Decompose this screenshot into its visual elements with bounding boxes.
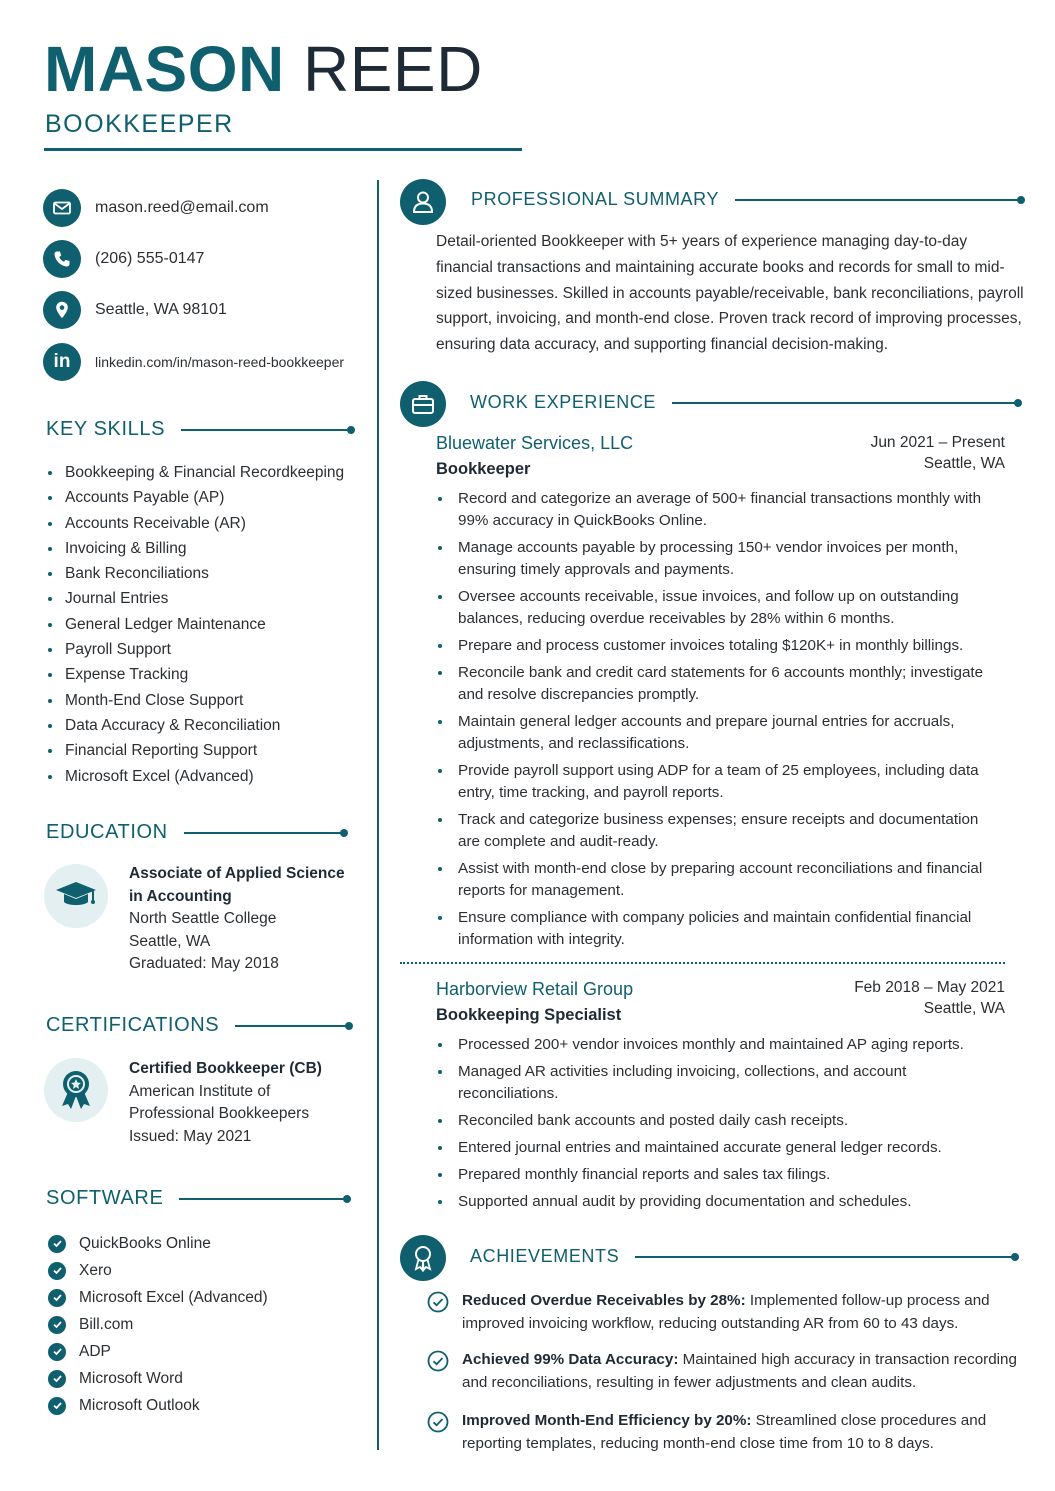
checkmark-icon [48, 1316, 66, 1334]
last-name: REED [303, 33, 483, 105]
check-circle-icon [427, 1350, 449, 1372]
job-dates: Feb 2018 – May 2021 [854, 979, 1005, 996]
list-item: Invoicing & Billing [47, 536, 344, 561]
education-rule [184, 832, 344, 834]
issuer-line-2: Professional Bookkeepers [129, 1105, 310, 1122]
software-name: ADP [79, 1342, 111, 1360]
achievement-item [427, 1409, 1022, 1455]
phone-text: (206) 555-0147 [95, 250, 205, 267]
key-skills-rule [181, 429, 351, 431]
issued-date: Issued: May 2021 [129, 1127, 252, 1145]
list-item: Assist with month-end close by preparing account reconciliations and financial reports for management. [437, 858, 997, 902]
graduation-date: Graduated: May 2018 [129, 955, 279, 972]
experience-heading [470, 392, 1018, 413]
column-divider [377, 180, 379, 1450]
certifications-rule [235, 1025, 349, 1027]
list-item: Record and categorize an average of 500+ financial transactions monthly with 99% accuracy in QuickBooks Online. [437, 488, 997, 532]
certification-name: Certified Bookkeeper (CB) [129, 1060, 322, 1077]
list-item [48, 1230, 268, 1257]
award-ribbon-icon [44, 1058, 108, 1122]
location-text: Seattle, WA 98101 [95, 301, 227, 318]
checkmark-icon [48, 1262, 66, 1280]
software-list [48, 1230, 268, 1419]
achievements-heading [470, 1246, 1015, 1267]
list-item: Maintain general ledger accounts and prepare journal entries for accruals, adjustments, and reclassifications. [437, 711, 997, 755]
school-location: Seattle, WA [129, 932, 211, 950]
list-item [48, 1257, 268, 1284]
job-meta [871, 434, 1005, 473]
header-divider [44, 148, 522, 151]
achievement-description: Maintained high accuracy in transaction recording and reconciliations, resulting in fewer adjustments and clean audits. [462, 1351, 1017, 1391]
job-title: Bookkeeper [436, 460, 531, 478]
list-item [48, 1284, 268, 1311]
checkmark-icon [48, 1397, 66, 1415]
school-name: North Seattle College [129, 910, 277, 927]
company-name: Harborview Retail Group [436, 979, 634, 999]
checkmark-icon [48, 1289, 66, 1307]
list-item: Prepared monthly financial reports and sales tax filings. [437, 1164, 997, 1186]
summary-text: Detail-oriented Bookkeeper with 5+ years of experience managing day-to-day financial transactions and maintaining accurate books and records for small to mid-sized businesses. Skilled in accounts payable/receivable, bank reconciliations, payroll support, invoicing, and month-end close. Proven track record of improving processes, ensuring data accuracy, and supporting financial decision-making. [436, 233, 1024, 354]
list-item [48, 1365, 268, 1392]
software-heading [46, 1187, 347, 1210]
list-item: Month-End Close Support [47, 688, 344, 713]
list-item: Entered journal entries and maintained accurate general ledger records. [437, 1137, 997, 1159]
contact-email[interactable] [43, 189, 269, 227]
education-title: EDUCATION [46, 821, 168, 843]
key-skills-title: KEY SKILLS [46, 418, 166, 440]
achievement-headline: Reduced Overdue Receivables by 28%: [462, 1292, 746, 1309]
education-heading [46, 821, 344, 844]
achievement-headline: Achieved 99% Data Accuracy: [462, 1351, 679, 1368]
check-circle-icon [427, 1291, 449, 1313]
list-item: Reconciled bank accounts and posted daily cash receipts. [437, 1110, 997, 1132]
summary-title: PROFESSIONAL SUMMARY [471, 189, 720, 209]
list-item: Accounts Payable (AP) [47, 485, 344, 510]
degree-line-2: in Accounting [129, 887, 232, 905]
key-skills-heading [46, 418, 351, 441]
job-dates: Jun 2021 – Present [870, 434, 1005, 451]
achievement-item [427, 1289, 1022, 1335]
software-name: Microsoft Excel (Advanced) [79, 1288, 268, 1306]
certification-details [129, 1058, 322, 1148]
software-rule [179, 1198, 347, 1200]
checkmark-icon [48, 1370, 66, 1388]
achievements-title: ACHIEVEMENTS [470, 1246, 620, 1266]
linkedin-icon: in [43, 343, 81, 381]
list-item [48, 1392, 268, 1419]
list-item: Processed 200+ vendor invoices monthly and maintained AP aging reports. [437, 1034, 997, 1056]
job-meta [854, 979, 1005, 1018]
software-name: Bill.com [79, 1315, 134, 1333]
achievement-description: Implemented follow-up process and improved invoicing workflow, reducing outstanding AR from 60 to 43 days. [462, 1292, 990, 1332]
list-item: Managed AR activities including invoicing, collections, and account reconciliations. [437, 1061, 997, 1105]
list-item: Ensure compliance with company policies and maintain confidential financial information with integrity. [437, 907, 997, 951]
list-item: Data Accuracy & Reconciliation [47, 713, 344, 738]
job-location: Seattle, WA [923, 1000, 1005, 1017]
envelope-icon [43, 189, 81, 227]
medal-icon [400, 1235, 446, 1281]
phone-icon [43, 240, 81, 278]
job-1-bullets [437, 488, 997, 956]
job-separator [400, 962, 1005, 964]
list-item: Track and categorize business expenses; ensure receipts and documentation are complete and audit-ready. [437, 809, 997, 853]
education-details [129, 863, 345, 976]
achievement-item [427, 1348, 1022, 1394]
first-name: MASON [44, 33, 285, 105]
software-title: SOFTWARE [46, 1187, 164, 1209]
certifications-title: CERTIFICATIONS [46, 1014, 220, 1036]
list-item: Oversee accounts receivable, issue invoices, and follow up on outstanding balances, reducing overdue receivables by 28% within 6 months. [437, 586, 997, 630]
contact-phone[interactable] [43, 240, 204, 278]
software-name: QuickBooks Online [79, 1234, 211, 1252]
list-item: Reconcile bank and credit card statements for 6 accounts monthly; investigate and resolve discrepancies promptly. [437, 662, 997, 706]
list-item: Expense Tracking [47, 662, 344, 687]
candidate-name [44, 34, 483, 104]
checkmark-icon [48, 1343, 66, 1361]
list-item [48, 1338, 268, 1365]
job-location: Seattle, WA [923, 455, 1005, 472]
software-name: Microsoft Word [79, 1369, 183, 1387]
contact-location [43, 291, 227, 329]
list-item: Payroll Support [47, 637, 344, 662]
list-item [48, 1311, 268, 1338]
email-text: mason.reed@email.com [95, 199, 269, 216]
experience-title: WORK EXPERIENCE [470, 392, 657, 412]
company-name: Bluewater Services, LLC [436, 433, 634, 453]
issuer-line-1: American Institute of [129, 1082, 271, 1100]
software-name: Microsoft Outlook [79, 1396, 200, 1414]
software-name: Xero [79, 1261, 112, 1279]
summary-heading [471, 189, 1021, 210]
job-title: Bookkeeping Specialist [436, 1006, 622, 1024]
achievement-description: Streamlined close procedures and reporting templates, reducing month-end close time from 10 to 8 days. [462, 1412, 987, 1452]
job-role-title: BOOKKEEPER [45, 110, 234, 138]
graduation-cap-icon [44, 864, 108, 928]
list-item: Journal Entries [47, 586, 344, 611]
skills-list [47, 460, 344, 789]
list-item: Prepare and process customer invoices totaling $120K+ in monthly billings. [437, 635, 997, 657]
contact-linkedin[interactable] [43, 343, 344, 381]
linkedin-text: linkedin.com/in/mason-reed-bookkeeper [95, 354, 345, 370]
achievements-rule [635, 1256, 1015, 1258]
check-circle-icon [427, 1411, 449, 1433]
list-item: Accounts Receivable (AR) [47, 511, 344, 536]
job-2-bullets [437, 1034, 997, 1218]
list-item: Financial Reporting Support [47, 738, 344, 763]
summary-rule [735, 199, 1021, 201]
person-icon [400, 179, 446, 225]
list-item: Bookkeeping & Financial Recordkeeping [47, 460, 344, 485]
location-pin-icon [43, 291, 81, 329]
experience-rule [672, 402, 1018, 404]
briefcase-icon [400, 381, 446, 427]
list-item: Bank Reconciliations [47, 561, 344, 586]
list-item: Manage accounts payable by processing 150+ vendor invoices per month, ensuring timely approvals and payments. [437, 537, 997, 581]
list-item: Supported annual audit by providing documentation and schedules. [437, 1191, 997, 1213]
checkmark-icon [48, 1235, 66, 1253]
degree-line-1: Associate of Applied Science [129, 865, 345, 882]
list-item: Microsoft Excel (Advanced) [47, 764, 344, 789]
certifications-heading [46, 1014, 349, 1037]
list-item: General Ledger Maintenance [47, 612, 344, 637]
list-item: Provide payroll support using ADP for a team of 25 employees, including data entry, time tracking, and payroll reports. [437, 760, 997, 804]
achievement-headline: Improved Month-End Efficiency by 20%: [462, 1412, 752, 1429]
